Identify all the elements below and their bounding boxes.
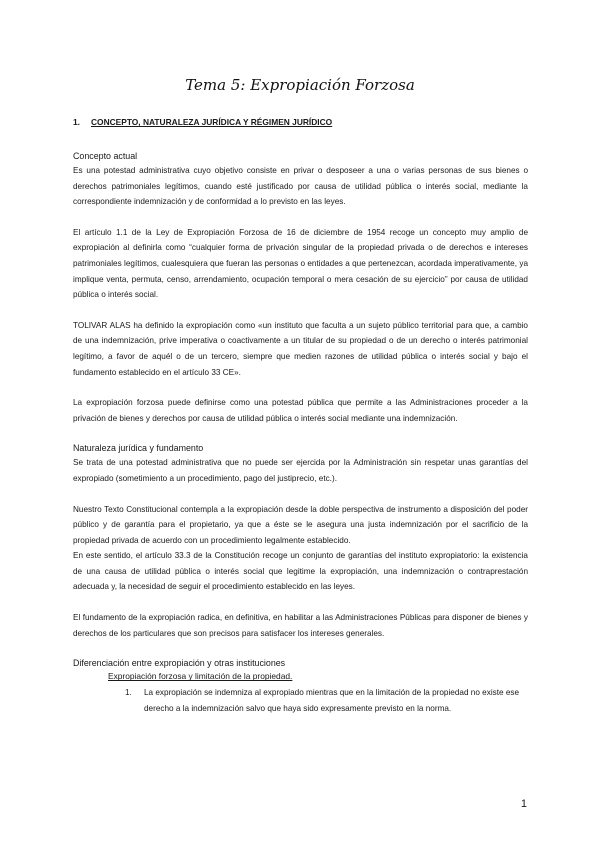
naturaleza-paragraph-4: El fundamento de la expropiación radica, en definitiva, en habilitar a las Administraciones Públicas para disponer de bienes y derechos de los particulares que son precisos para satisfacer los intereses generales. [73,613,528,638]
section-heading-text: CONCEPTO, NATURALEZA JURÍDICA Y RÉGIMEN JURÍDICO [91,117,333,127]
diferenciacion-heading: Diferenciación entre expropiación y otras instituciones [73,658,286,669]
concepto-paragraph-1: Es una potestad administrativa cuyo objetivo consiste en privar o desposeer a una o varias personas de sus bienes o derechos patrimoniales legítimos, cuando esté justificado por causa de utilidad pública o interés social, mediante la correspondiente indemnización y de conformidad a lo previsto en las leyes. [73,166,528,207]
naturaleza-block [73,441,528,486]
list-item [125,685,528,716]
list-item-text: La expropiación se indemniza al expropiado mientras que en la limitación de la propiedad no existe ese derecho a la indemnización salvo que haya sido expresamente previsto en la norma. [144,688,520,713]
concepto-paragraph-4: La expropiación forzosa puede definirse como una potestad pública que permite a las Administraciones proceder a la privación de bienes y derechos por causa de utilidad pública o interés social mediante una indemnización. [73,398,528,423]
naturaleza-heading: Naturaleza jurídica y fundamento [73,443,204,454]
diferenciacion-subheading: Expropiación forzosa y limitación de la propiedad. [108,671,293,682]
naturaleza-paragraph-2: Nuestro Texto Constitucional contempla a la expropiación desde la doble perspectiva de instrumento a disposición del poder público y de garantía para el propietario, ya que a éste se le asegura una justa indemnización por el sacrificio de la propiedad privada de acuerdo con un procedimiento legalmente establecido. [73,504,528,545]
page-number: 1 [520,798,527,810]
naturaleza-paragraph-3: En este sentido, el artículo 33.3 de la Constitución recoge un conjunto de garantías del instituto expropiatorio: la existencia de una causa de utilidad pública o interés social que legitime la expropiación, una indemnización o contraprestación adecuada y, la necesidad de seguir el procedimiento establecido en las leyes. [73,551,528,592]
concepto-heading: Concepto actual [73,151,138,161]
naturaleza-paragraph-1: Se trata de una potestad administrativa que no puede ser ejercida por la Administración sin respetar unas garantías del expropiado (sometimiento a un procedimiento, pago del justiprecio, etc.). [73,458,528,483]
section-heading [73,117,528,127]
document-title: Tema 5: Expropiación Forzosa [185,76,415,94]
diferenciacion-list [125,685,528,716]
section-number: 1. [73,117,80,127]
document-body [73,117,528,716]
concepto-block [73,149,528,210]
list-item-number: 1. [125,688,132,698]
concepto-paragraph-2: El artículo 1.1 de la Ley de Expropiación Forzosa de 16 de diciembre de 1954 recoge un concepto muy amplio de expropiación al definirla como “cualquier forma de privación singular de la propiedad privada o de derechos e intereses patrimoniales legítimos, cualesquiera que fueran las personas o entidades a que pertenezcan, acordada imperativamente, ya implique venta, permuta, censo, arrendamiento, ocupación temporal o mera cesación de su ejercicio” por causa de utilidad pública o interés social. [73,227,528,300]
concepto-paragraph-3: TOLIVAR ALAS ha definido la expropiación como «un instituto que faculta a un sujeto público territorial para que, a cambio de una indemnización, prive imperativa o coactivamente a un titular de su propiedad o de un derecho o interés patrimonial legítimo, a favor de aquél o de un tercero, siempre que medien razones de utilidad pública o interés social y bajo el fundamento establecido en el artículo 33 CE». [73,320,528,377]
